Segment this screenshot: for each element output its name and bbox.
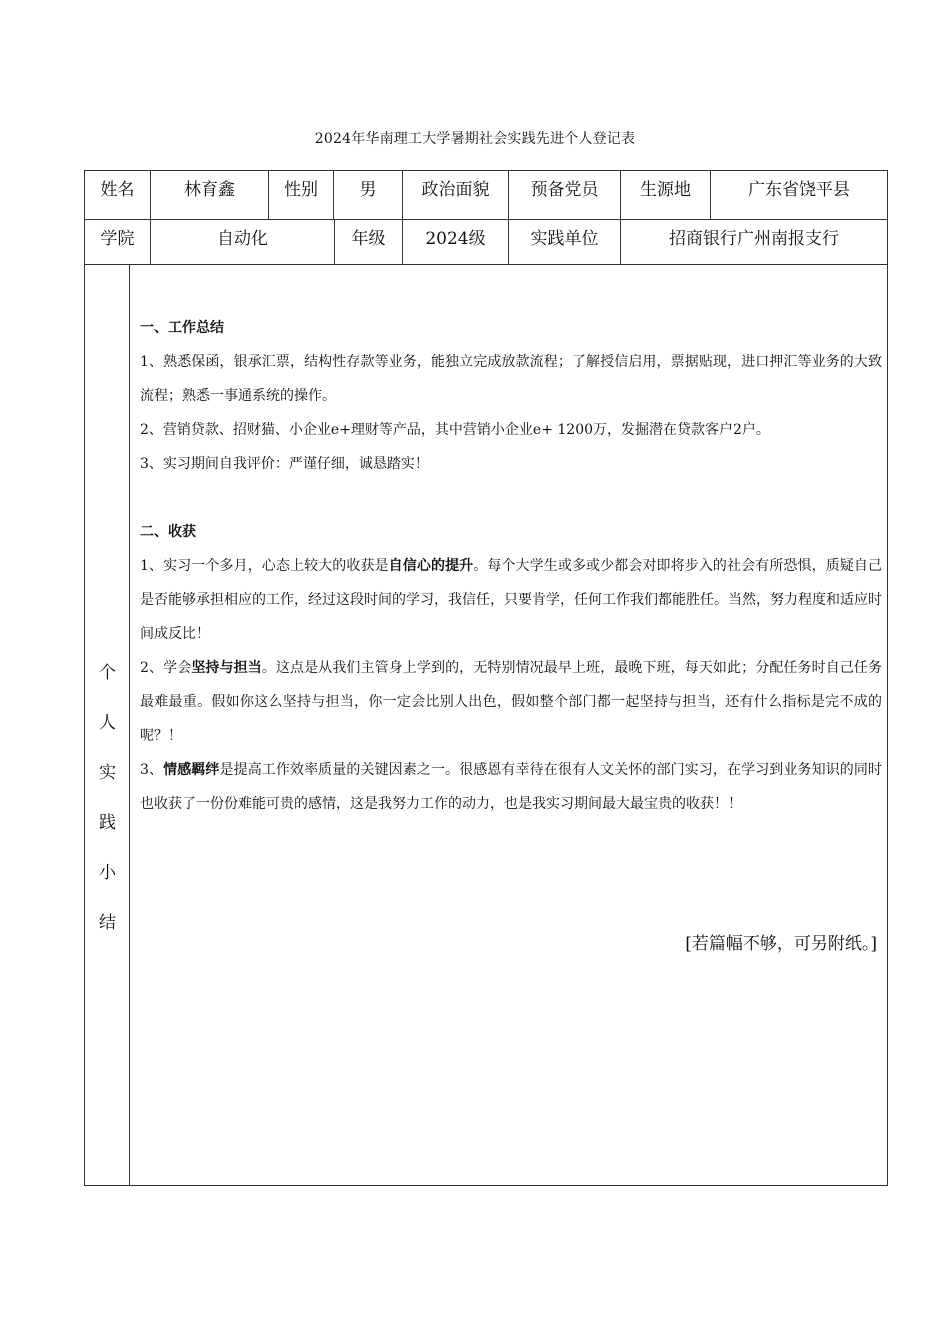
college-value: 自动化: [151, 220, 335, 264]
origin-value: 广东省饶平县: [748, 180, 850, 200]
section-gains-title: 二、收获: [140, 524, 196, 540]
section-work-summary-title: 一、工作总结: [140, 320, 224, 336]
registration-table: [84, 170, 888, 1186]
work-summary-item: 3、实习期间自我评价：严谨仔细，诚恳踏实！: [140, 456, 429, 472]
gain-text: 1、实习一个多月，心态上较大的收获是: [140, 558, 389, 574]
document-title: 2024年华南理工大学暑期社会实践先进个人登记表: [314, 131, 636, 147]
side-char: 人: [99, 713, 116, 733]
work-summary-item: 1、熟悉保函，银承汇票，结构性存款等业务，能独立完成放款流程；了解授信启用，票据贴现，进口押汇等业务的大致流程；熟悉一事通系统的操作。: [140, 354, 882, 404]
side-char: 个: [99, 663, 116, 683]
college-label: 学院: [85, 220, 151, 264]
name-label: 姓名: [85, 171, 151, 219]
side-char: 践: [99, 813, 116, 833]
attachment-note: [若篇幅不够，可另附纸。]: [685, 934, 877, 954]
practice-unit-label: 实践单位: [509, 220, 621, 264]
practice-unit-value: 招商银行广州南报支行: [669, 229, 839, 249]
info-row-1: [85, 171, 887, 220]
gain-text: 是提高工作效率质量的关键因素之一。很感恩有幸待在很有人文关怀的部门实习，在学习到业务知识的同时也收获了一份份难能可贵的感情，这是我努力工作的动力，也是我实习期间最大最宝贵的收获！！: [140, 762, 882, 812]
political-status-label: 政治面貌: [403, 171, 509, 219]
info-row-2: [85, 220, 887, 265]
summary-content: [140, 311, 882, 821]
gain-text: 。每个大学生或多或少都会对即将步入的社会有所恐惧，质疑自己是否能够承担相应的工作，经过这段时间的学习，我信任，只要肯学，任何工作我们都能胜任。当然，努力程度和适应时间成反比！: [140, 558, 883, 642]
gender-value: 男: [334, 171, 403, 219]
gain-item: [140, 549, 882, 651]
gain-emphasis: 坚持与担当: [191, 660, 262, 676]
gain-item: [140, 651, 882, 753]
side-char: 小: [99, 863, 116, 883]
side-char: 结: [99, 913, 116, 933]
grade-label: 年级: [335, 220, 403, 264]
side-label-column: [85, 265, 130, 1186]
gain-text: 2、学会: [140, 660, 192, 676]
gender-label: 性别: [269, 171, 334, 219]
side-label: [85, 648, 130, 948]
gain-text: 3、: [140, 762, 164, 778]
origin-label: 生源地: [621, 171, 711, 219]
gain-emphasis: 自信心的提升: [388, 558, 474, 574]
name-value: 林育鑫: [151, 171, 269, 219]
gain-text: 。这点是从我们主管身上学到的，无特别情况最早上班，最晚下班，每天如此；分配任务时自己任务最难最重。假如你这么坚持与担当，你一定会比别人出色，假如整个部门都一起坚持与担当，还有什么指标是完不成的呢？！: [140, 660, 883, 744]
grade-value: 2024级: [403, 220, 509, 264]
gain-emphasis: 情感羁绊: [163, 762, 220, 778]
gain-item: [140, 753, 882, 821]
work-summary-item: 2、营销贷款、招财猫、小企业e+理财等产品，其中营销小企业e+ 1200万，发掘潜在贷款客户2户。: [140, 422, 770, 438]
political-status-value: 预备党员: [509, 171, 621, 219]
side-char: 实: [99, 763, 116, 783]
